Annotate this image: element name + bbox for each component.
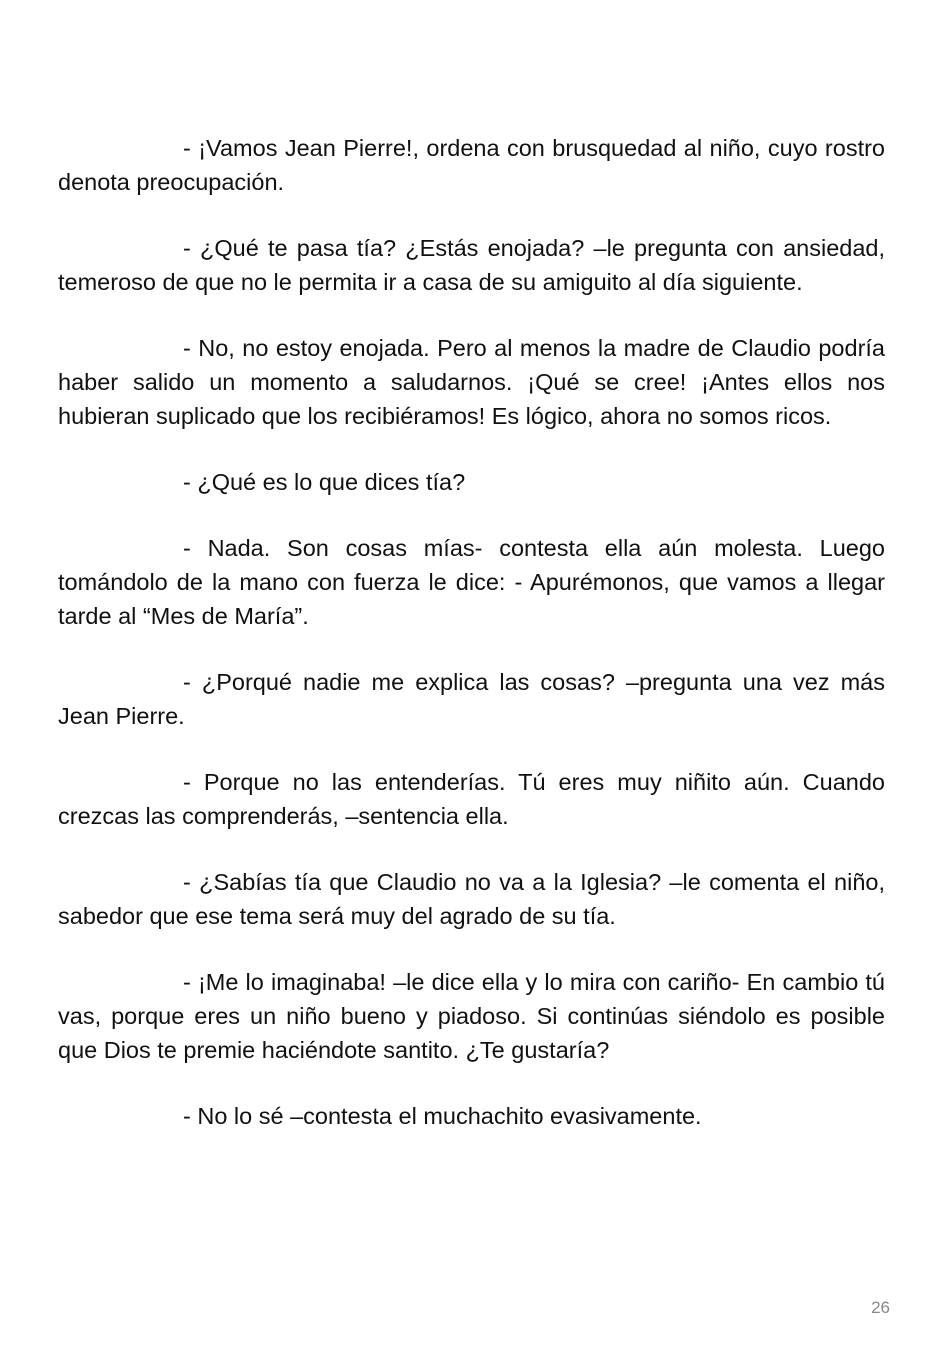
paragraph: - ¿Qué es lo que dices tía? [183,469,466,495]
paragraph: - ¿Qué te pasa tía? ¿Estás enojada? –le pregunta con ansiedad, temeroso de que no le permita ir a casa de su amiguito al día siguiente. [58,235,885,295]
paragraph: - Porque no las entenderías. Tú eres muy niñito aún. Cuando crezcas las comprenderás, –sentencia ella. [58,769,885,829]
paragraph: - ¡Vamos Jean Pierre!, ordena con brusquedad al niño, cuyo rostro denota preocupación. [58,135,885,195]
paragraph: - ¿Sabías tía que Claudio no va a la Iglesia? –le comenta el niño, sabedor que ese tema será muy del agrado de su tía. [58,869,885,929]
paragraph: - No lo sé –contesta el muchachito evasivamente. [183,1103,702,1129]
paragraph: - ¡Me lo imaginaba! –le dice ella y lo mira con cariño- En cambio tú vas, porque eres un niño bueno y piadoso. Si continúas siéndolo es posible que Dios te premie haciéndote santito. ¿Te gustaría? [58,969,885,1063]
paragraph: - Nada. Son cosas mías- contesta ella aún molesta. Luego tomándolo de la mano con fuerza le dice: - Apurémonos, que vamos a llegar tarde al “Mes de María”. [58,535,885,629]
page-number: 26 [871,1298,890,1317]
page-body [58,131,885,1165]
paragraph: - No, no estoy enojada. Pero al menos la madre de Claudio podría haber salido un momento a saludarnos. ¡Qué se cree! ¡Antes ellos nos hubieran suplicado que los recibiéramos! Es lógico, ahora no somos ricos. [58,335,885,429]
paragraph: - ¿Porqué nadie me explica las cosas? –pregunta una vez más Jean Pierre. [58,669,885,729]
